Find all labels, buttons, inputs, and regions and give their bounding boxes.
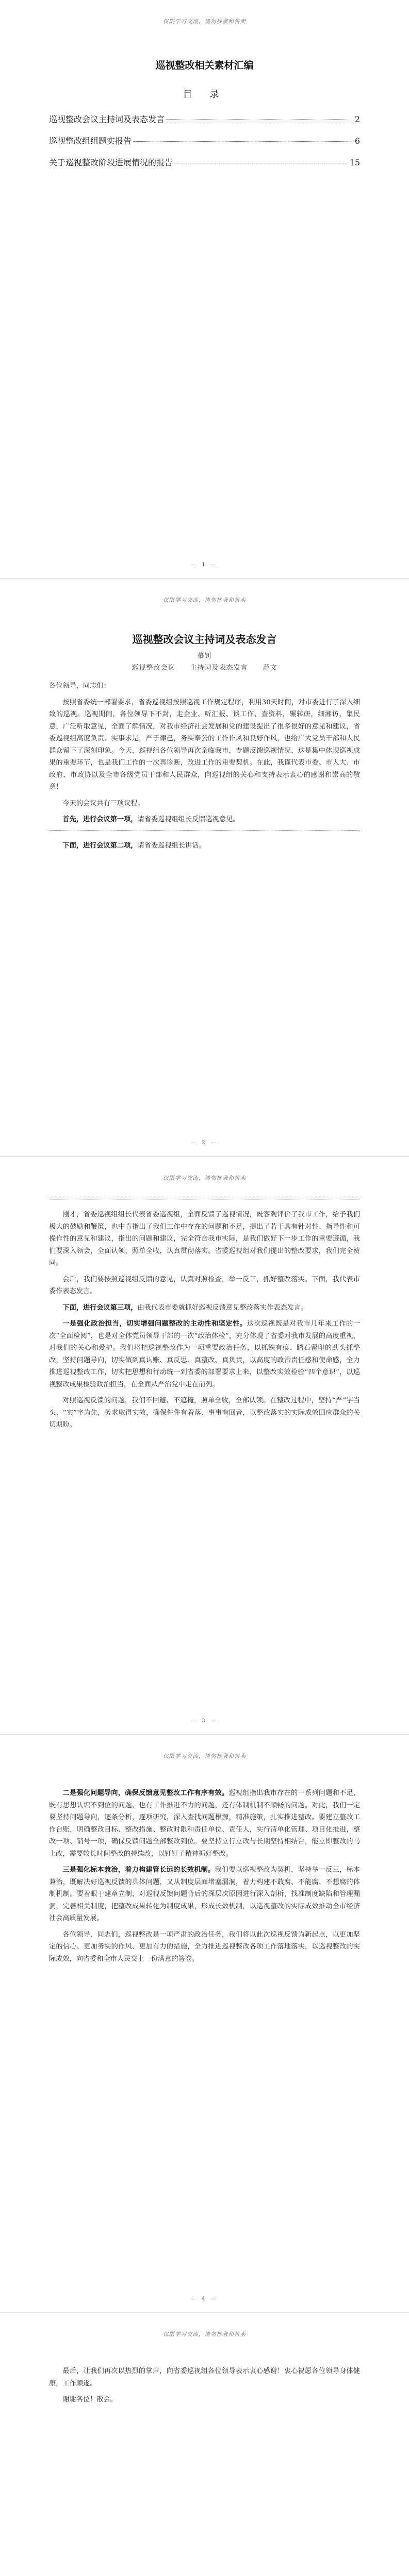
paragraph-text: 最后，让我们再次以热烈的掌声，向省委巡视组各位领导表示衷心感谢！衷心祝愿各位领导身体健康，工作顺遂。 bbox=[49, 2367, 360, 2387]
page-number: — 2 — bbox=[191, 1140, 218, 1146]
toc-item[interactable] bbox=[49, 114, 360, 125]
paragraph-text: 今天的会议共有三项议程。 bbox=[62, 799, 144, 807]
toc-item-label: 巡视整改会议主持词及表态发言 bbox=[49, 114, 165, 124]
page-number: — 1 — bbox=[191, 562, 218, 568]
paragraph-text: 会后，我们要按照巡视组反馈的意见，认真对照检查，举一反三，抓好整改落实。下面，我代表市委作表态发言。 bbox=[49, 1275, 360, 1295]
paragraph-text: 各位领导、同志们，巡视整改是一项严肃的政治任务，我们将以此次巡视反馈为新起点，以更加坚定的信心、更加务实的作风、更加有力的措施，全力推进巡视整改各项工作落地落实，以巡视整改的实际成效，向省委和全市人民交上一份满意的答卷。 bbox=[49, 1930, 360, 1963]
toc-item-label: 巡视整改组组题实报告 bbox=[49, 136, 132, 146]
paragraph bbox=[49, 840, 360, 852]
subtitle-item: 主持词及表态发言 bbox=[190, 664, 248, 672]
header-note: 仅限学习交流，请勿抄袭和售卖 bbox=[163, 2331, 246, 2337]
paragraph-lead: 下面，进行会议第二项， bbox=[62, 841, 138, 850]
paragraph bbox=[49, 814, 360, 826]
paragraph-lead: 一是强化政治担当，切实增强问题整改的主动性和坚定性。 bbox=[62, 1320, 247, 1328]
paragraph-text: 谢谢各位！散会。 bbox=[62, 2396, 117, 2403]
paragraph bbox=[49, 1274, 360, 1298]
toc-item-page: 2 bbox=[354, 114, 360, 124]
subtitle-line bbox=[49, 662, 360, 672]
paragraph-text: 由我代表市委就抓好巡视反馈意见整改落实作表态发言。 bbox=[137, 1303, 308, 1312]
paragraph bbox=[49, 2394, 360, 2406]
paragraph bbox=[49, 1929, 360, 1965]
subtitle-item: 巡视整改会议 bbox=[132, 664, 175, 672]
page-1 bbox=[0, 0, 409, 578]
toc-item-label: 关于巡视整改阶段进展情况的报告 bbox=[49, 158, 173, 167]
paragraph-text: 巡视组指出我市存在的一系列问题和不足，既有思想认识不到位的问题，也有工作推进不力的问题，还有体制机制不顺畅的问题。对此，我们一定要坚持问题导向，逐条分析，逐项研究，深入查找问题根源，精准施策，扎实推进整改。要建立整改工作台账，明确整改目标、整改措施、整改时限和责任单位、责任人，实行清单化管理、项目化推进，整改一项、销号一项，确保反馈问题全部整改到位。要坚持立行立改与长期坚持相结合，能立即整改的马上改，需要较长时间整改的持续改，以钉钉子精神抓好整改。 bbox=[49, 1789, 360, 1858]
paragraph bbox=[49, 697, 360, 793]
toc-leader-dots bbox=[133, 141, 353, 142]
paragraph bbox=[49, 680, 360, 692]
page-3 bbox=[0, 1156, 409, 1734]
toc-item[interactable] bbox=[49, 135, 360, 147]
paragraph bbox=[49, 1302, 360, 1314]
paragraph bbox=[49, 1395, 360, 1431]
toc-heading: 目 录 bbox=[183, 89, 226, 100]
page-number: — 4 — bbox=[191, 2296, 218, 2302]
toc-item-page: 15 bbox=[349, 158, 360, 167]
toc-item[interactable] bbox=[49, 157, 360, 168]
paragraph-lead: 首先，进行会议第一项， bbox=[62, 816, 138, 823]
page-4 bbox=[0, 1734, 409, 2312]
author: 慕钊 bbox=[197, 652, 212, 660]
paragraph-lead: 下面，进行会议第三项， bbox=[62, 1303, 138, 1312]
document-title: 巡视整改相关素材汇编 bbox=[155, 60, 254, 71]
subtitle-item: 范文 bbox=[263, 664, 277, 672]
paragraph bbox=[49, 1209, 360, 1269]
page-5 bbox=[0, 2312, 409, 2576]
paragraph-text: 请省委巡视组长讲话。 bbox=[137, 841, 206, 850]
paragraph bbox=[49, 798, 360, 810]
paragraph-text: 请省委巡视组组长反馈巡视意见。 bbox=[137, 816, 240, 823]
divider bbox=[49, 830, 360, 831]
toc-item-page: 6 bbox=[354, 136, 360, 146]
page-2 bbox=[0, 578, 409, 1156]
paragraph-text: 对照巡视反馈的问题，我们不回避、不遮掩，照单全收，全部认领。在整改过程中，坚持“严”字当头、“实”字为先，务求取得实效，确保件件有着落、事事有回音，以整改落实的实际成效回应群众的关切期盼。 bbox=[49, 1397, 360, 1429]
paragraph bbox=[49, 2365, 360, 2389]
header-note: 仅限学习交流，请勿抄袭和售卖 bbox=[163, 1175, 246, 1181]
paragraph bbox=[49, 1787, 360, 1860]
speech-title: 巡视整改会议主持词及表态发言 bbox=[132, 633, 277, 646]
paragraph bbox=[49, 1318, 360, 1391]
paragraph-lead: 二是强化问题导向，确保反馈意见整改工作有序有效。 bbox=[62, 1789, 229, 1797]
paragraph bbox=[49, 1864, 360, 1925]
paragraph-lead: 三是强化标本兼治，着力构建管长远的长效机制。 bbox=[62, 1866, 215, 1874]
paragraph-text: 这次巡视既是对我市几年来工作的一次“全面检阅”，也是对全体党员领导干部的一次“政治体检”，充分体现了省委对我市发展的高度重视，对我们的关心和爱护。我们将把巡视整改作为一项重要政治任务，以抓铁有痕、踏石留印的劲头抓整改，坚持问题导向，切实做到真认账、真反思、真整改、真负责，以高度的政治责任感和使命感，全力推进巡视整改工作，切实把思想和行动统一到省委的部署要求上来，以整改实效检验“四个意识”，以巡视整改成果检验政治担当，在全面从严治党中走在前列。 bbox=[49, 1320, 361, 1388]
header-note: 仅限学习交流，请勿抄袭和售卖 bbox=[163, 19, 246, 25]
paragraph-text: 刚才，省委巡视组组长代表省委巡视组，全面反馈了巡视情况，既客观评价了我市工作，给予我们极大的鼓励和鞭策，也中肯指出了我们工作中存在的问题和不足，提出了若干具有针对性、指导性和可操作性的意见和建议，指出的问题和建议，完全符合我市实际，是我们做好下一步工作的重要遵循，我们要深入领会，全面认领，照单全收，认真贯彻落实。省委巡视组对我们提出的整改要求，我们完全赞同。 bbox=[49, 1211, 360, 1267]
toc-list bbox=[49, 114, 360, 168]
page-number: — 3 — bbox=[191, 1718, 218, 1724]
paragraph-text: 按照省委统一部署要求，省委巡视组按照巡视工作规定程序，利用30天时间，对市委进行了深入细致的巡视。巡视期间，各位领导下不封，走企业、听汇报、谈工作、查资料，辗转研，细湘访，集民意，广泛听取意见，全面了解情况，对我市经济社会发展和党的建设提出了很多很好的意见和建议，省委巡视组高度负责、实事求是，严于律己，务实奉公的工作作风和良好作风，也给广大党员干部和人民群众留下了深刻印象。今天，巡视组各位领导再次亲临我市，专题反馈巡视情况，这是集中体现巡视成果的重要环节，也是我们工作的一次再诊断，改进工作的重要契机。在此，我谨代表市委、市人大、市政府、市政协以及全市各级党员干部和人民群众，向巡视组的关心和支持表示衷心的感谢和崇高的敬意！ bbox=[49, 698, 360, 791]
paragraph-text: 我们要以巡视整改为契机，坚持举一反三，标本兼治，既解决好巡视反馈的具体问题，又从制度层面堵塞漏洞，着力构建不敢腐、不能腐、不想腐的体制机制。要着眼于建章立制，对巡视反馈问题背后的深层次原因进行深入剖析，找准制度缺陷和管理漏洞，完善相关制度，把整改成果转化为制度成果，形成长效机制，以巡视整改的实际成效推动全市经济社会高质量发展。 bbox=[49, 1866, 360, 1922]
paragraph-text: 各位领导，同志们： bbox=[49, 682, 110, 690]
header-note: 仅限学习交流，请勿抄袭和售卖 bbox=[163, 1753, 246, 1759]
header-note: 仅限学习交流，请勿抄袭和售卖 bbox=[163, 597, 246, 603]
